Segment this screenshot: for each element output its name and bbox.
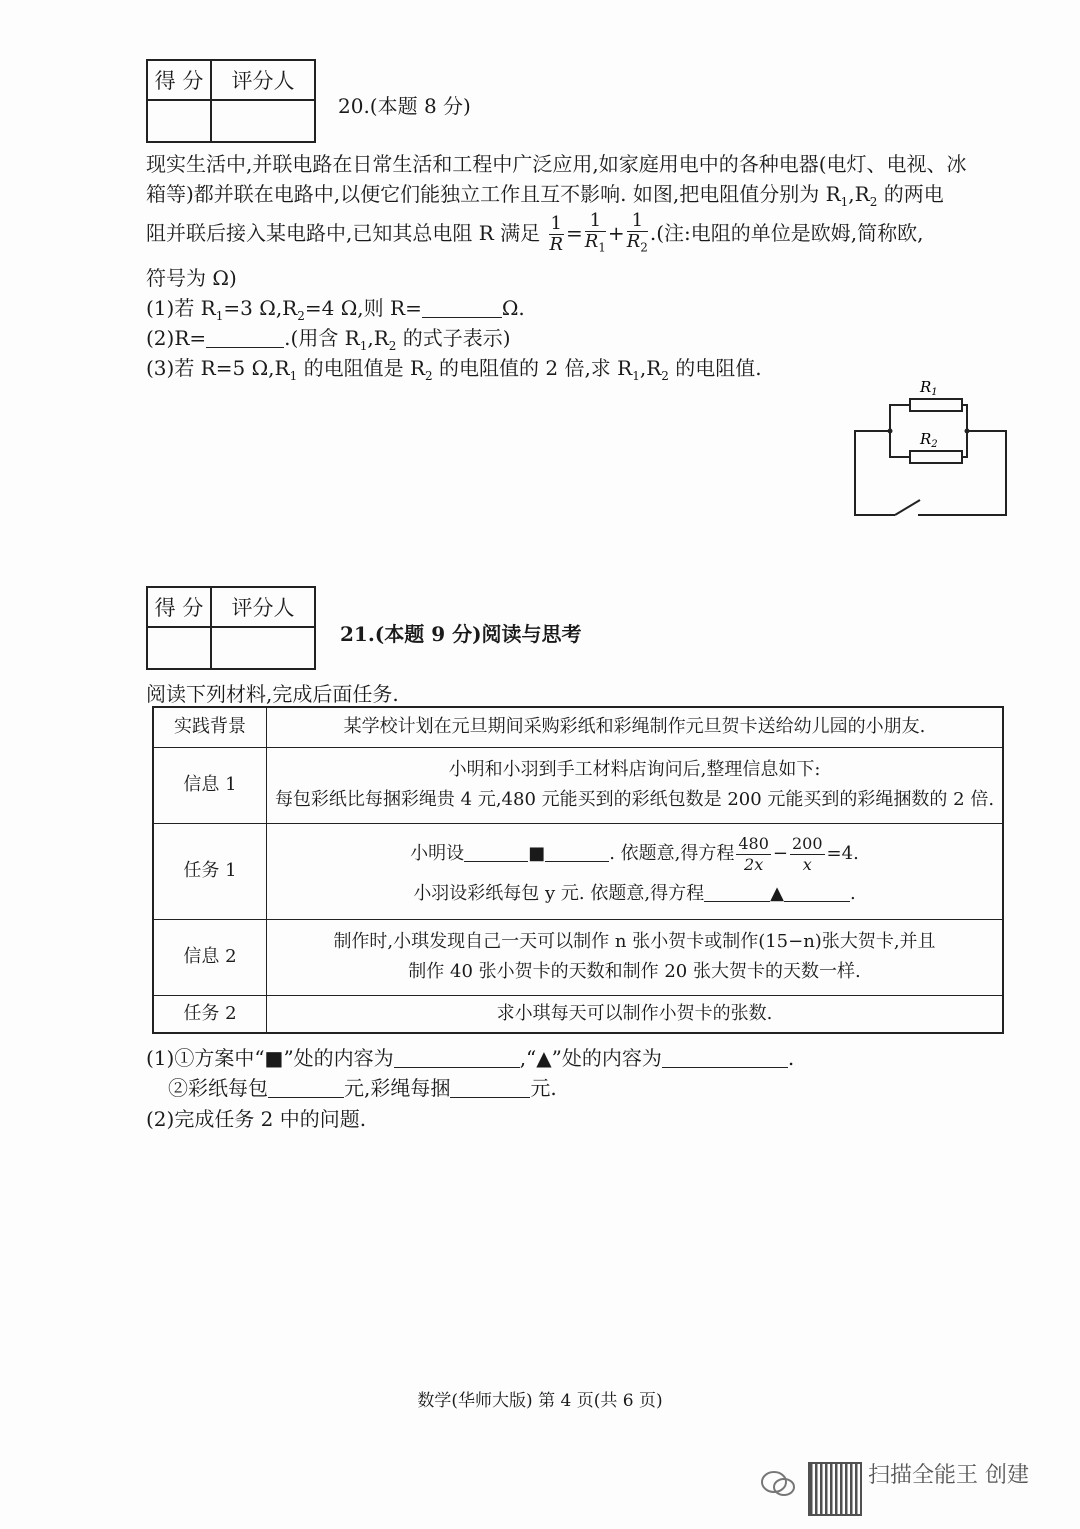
q20-part2-b: .(用含 R [284,326,360,350]
resistor-r2 [910,451,962,463]
answer-blank[interactable] [784,881,850,902]
q20-intro-line1: 现实生活中,并联电路在日常生活和工程中广泛应用,如家庭用电中的各种电器(电灯、电视、冰 [146,152,967,176]
q20-part3-a: (3)若 R=5 Ω,R [146,356,290,380]
row-text-background: 某学校计划在元旦期间采购彩纸和彩绳制作元旦贺卡送给幼儿园的小朋友. [267,707,1004,747]
subscript: 2 [425,369,433,383]
q20-header: 20.(本题 8 分) [338,94,471,118]
task1-text-c: =4. [826,843,859,864]
minus-sign: − [772,843,788,864]
q21-part1 [146,1042,794,1071]
frac-den [627,232,648,258]
fraction-1-over-R2 [627,211,648,258]
answer-blank[interactable] [704,881,770,902]
subscript: 2 [297,309,305,323]
q20-intro-line3-b: .(注:电阻的单位是欧姆,简称欧, [649,221,924,245]
q21-intro: 阅读下列材料,完成后面任务. [146,682,399,706]
label-r2: $R_2$ [920,430,938,450]
q21-part2: (2)完成任务 2 中的问题. [146,1107,367,1131]
info1-line1: 小明和小羽到手工材料店询问后,整理信息如下: [448,759,821,780]
q20-intro-line2: 箱等)都并联在电路中,以便它们能独立工作且互不影响. 如图,把电阻值分别为 $R_1,R_2$ 的两电 [146,182,944,209]
fraction-1-over-R [549,214,564,255]
page-footer: 数学(华师大版) 第 4 页(共 6 页) [417,1391,663,1411]
frac-num: 1 [627,211,648,232]
row-text-task2: 求小琪每天可以制作小贺卡的张数. [267,995,1004,1033]
task1-text-b: . 依题意,得方程 [609,843,735,864]
subscript: 1 [215,309,224,323]
info1-line2: 每包彩纸比每捆彩绳贵 4 元,480 元能买到的彩纸包数是 200 元能买到的彩绳捆数的 2 倍. [274,789,995,810]
q20-part2 [146,322,511,353]
q20-part2-a: (2)R= [146,326,207,350]
score-box-q20 [146,59,316,143]
answer-blank[interactable] [464,841,528,862]
task1-line2 [268,877,1001,911]
subscript: 2 [388,339,397,353]
q21-part1b-b: 元,彩绳每捆 [344,1076,451,1100]
q20-part3-b: 的电阻值是 R [297,356,426,380]
subscript: 1 [289,369,298,383]
subscript: 2 [640,240,648,255]
q20-intro-line2-b: 的两电 [883,182,944,206]
q20-part3-e: 的电阻值. [668,356,762,380]
material-table [152,706,1004,1034]
row-text-info1 [267,747,1004,823]
q20-part3 [146,352,762,383]
q21-part1-c: . [787,1046,795,1070]
row-text-info2 [267,919,1004,995]
q21-part1-a: (1)①方案中“■”处的内容为 [146,1046,394,1070]
fraction-1-over-R1 [585,211,606,258]
q21-part1b-a: ②彩纸每包 [168,1076,268,1100]
triangle-symbol: ▲ [770,883,784,904]
q21-header: 21.(本题 9 分)阅读与思考 [340,622,582,646]
q20-intro-line3: 阻并联后接入某电路中,已知其总电阻 R 满足 $\frac{1}{R}$ = $\frac{1}{R_1}$ + $\frac{1}{R_2}$ .(注:电阻的单位是欧姆,简称欧, [146,208,924,258]
fraction-200-over-x [790,834,825,875]
task1-text-a: 小明设 [410,843,465,864]
row-label-task1: 任务 1 [153,823,267,919]
frac-den [585,232,606,258]
label-r1: $R_1$ [920,378,938,398]
q20-part3-c: 的电阻值的 2 倍,求 R [432,356,633,380]
row-label-background: 实践背景 [153,707,267,747]
info2-line1: 制作时,小琪发现自己一天可以制作 n 张小贺卡或制作(15−n)张大贺卡,并且 [333,931,936,952]
answer-blank[interactable] [450,1077,530,1098]
fraction-480-over-2x [736,834,771,875]
qr-code-icon [808,1462,862,1516]
frac-den-var: R [626,231,641,253]
subscript: 1 [598,240,606,255]
score-label: 得 分 [147,60,211,100]
q21-part1-b: ,“▲”处的内容为 [519,1046,662,1070]
task1-line2-text: 小羽设彩纸每包 y 元. 依题意,得方程 [413,883,705,904]
q21-part1b [168,1072,557,1101]
subscript: 2 [869,195,878,209]
row-label-info1: 信息 1 [153,747,267,823]
parallel-circuit-diagram [850,372,1012,520]
resistor-r1 [910,399,962,411]
row-text-task1 [267,823,1004,919]
answer-blank[interactable] [394,1047,520,1068]
wechat-icon [760,1470,796,1498]
q20-intro-line4: 符号为 Ω) [146,266,237,290]
subscript: 1 [359,339,368,353]
score-cell[interactable] [147,100,211,142]
answer-blank[interactable] [662,1047,788,1068]
answer-blank[interactable] [422,297,502,318]
q20-part2-c: ,R [367,326,389,350]
answer-blank[interactable] [206,327,284,348]
frac-num: 200 [792,833,823,853]
frac-den-var: R [584,231,599,253]
score-cell[interactable] [147,627,211,669]
frac-den: 2x [744,854,764,874]
q21-part1b-c: 元. [530,1076,557,1100]
q20-part3-d: ,R [639,356,662,380]
grader-cell[interactable] [211,100,315,142]
frac-den: R [549,234,563,255]
info2-line2: 制作 40 张小贺卡的天数和制作 20 张大贺卡的天数一样. [408,961,861,982]
row-label-task2: 任务 2 [153,995,267,1033]
row-label-info2: 信息 2 [153,919,267,995]
task1-line2-end: . [849,883,856,904]
watermark-text: 扫描全能王 创建 [868,1463,1029,1488]
q20-intro-line2-a: 箱等)都并联在电路中,以便它们能独立工作且互不影响. 如图,把电阻值分别为 R [146,182,841,206]
q20-part1-a: (1)若 R [146,296,216,320]
subscript: 1 [840,195,849,209]
switch [895,500,920,515]
frac-num: 480 [738,833,769,853]
grader-label: 评分人 [211,60,315,100]
task1-line1 [268,831,1001,877]
subscript: 2 [661,369,669,383]
score-label: 得 分 [147,587,211,627]
square-symbol: ■ [528,843,546,864]
q20-part1-b: =3 Ω,R [223,296,298,320]
frac-num: 1 [550,213,562,234]
frac-num: 1 [585,211,606,232]
answer-blank[interactable] [545,841,609,862]
q20-part2-d: 的式子表示) [396,326,511,350]
subscript: 1 [632,369,640,383]
frac-den: x [802,854,812,874]
grader-label: 评分人 [211,587,315,627]
q20-part1-c: =4 Ω,则 R= [304,296,422,320]
grader-cell[interactable] [211,627,315,669]
q20-part1 [146,292,525,323]
q20-part1-d: Ω. [501,296,525,320]
q20-intro-line3-a: 阻并联后接入某电路中,已知其总电阻 R 满足 [146,221,541,245]
score-box-q21 [146,586,316,670]
answer-blank[interactable] [268,1077,344,1098]
